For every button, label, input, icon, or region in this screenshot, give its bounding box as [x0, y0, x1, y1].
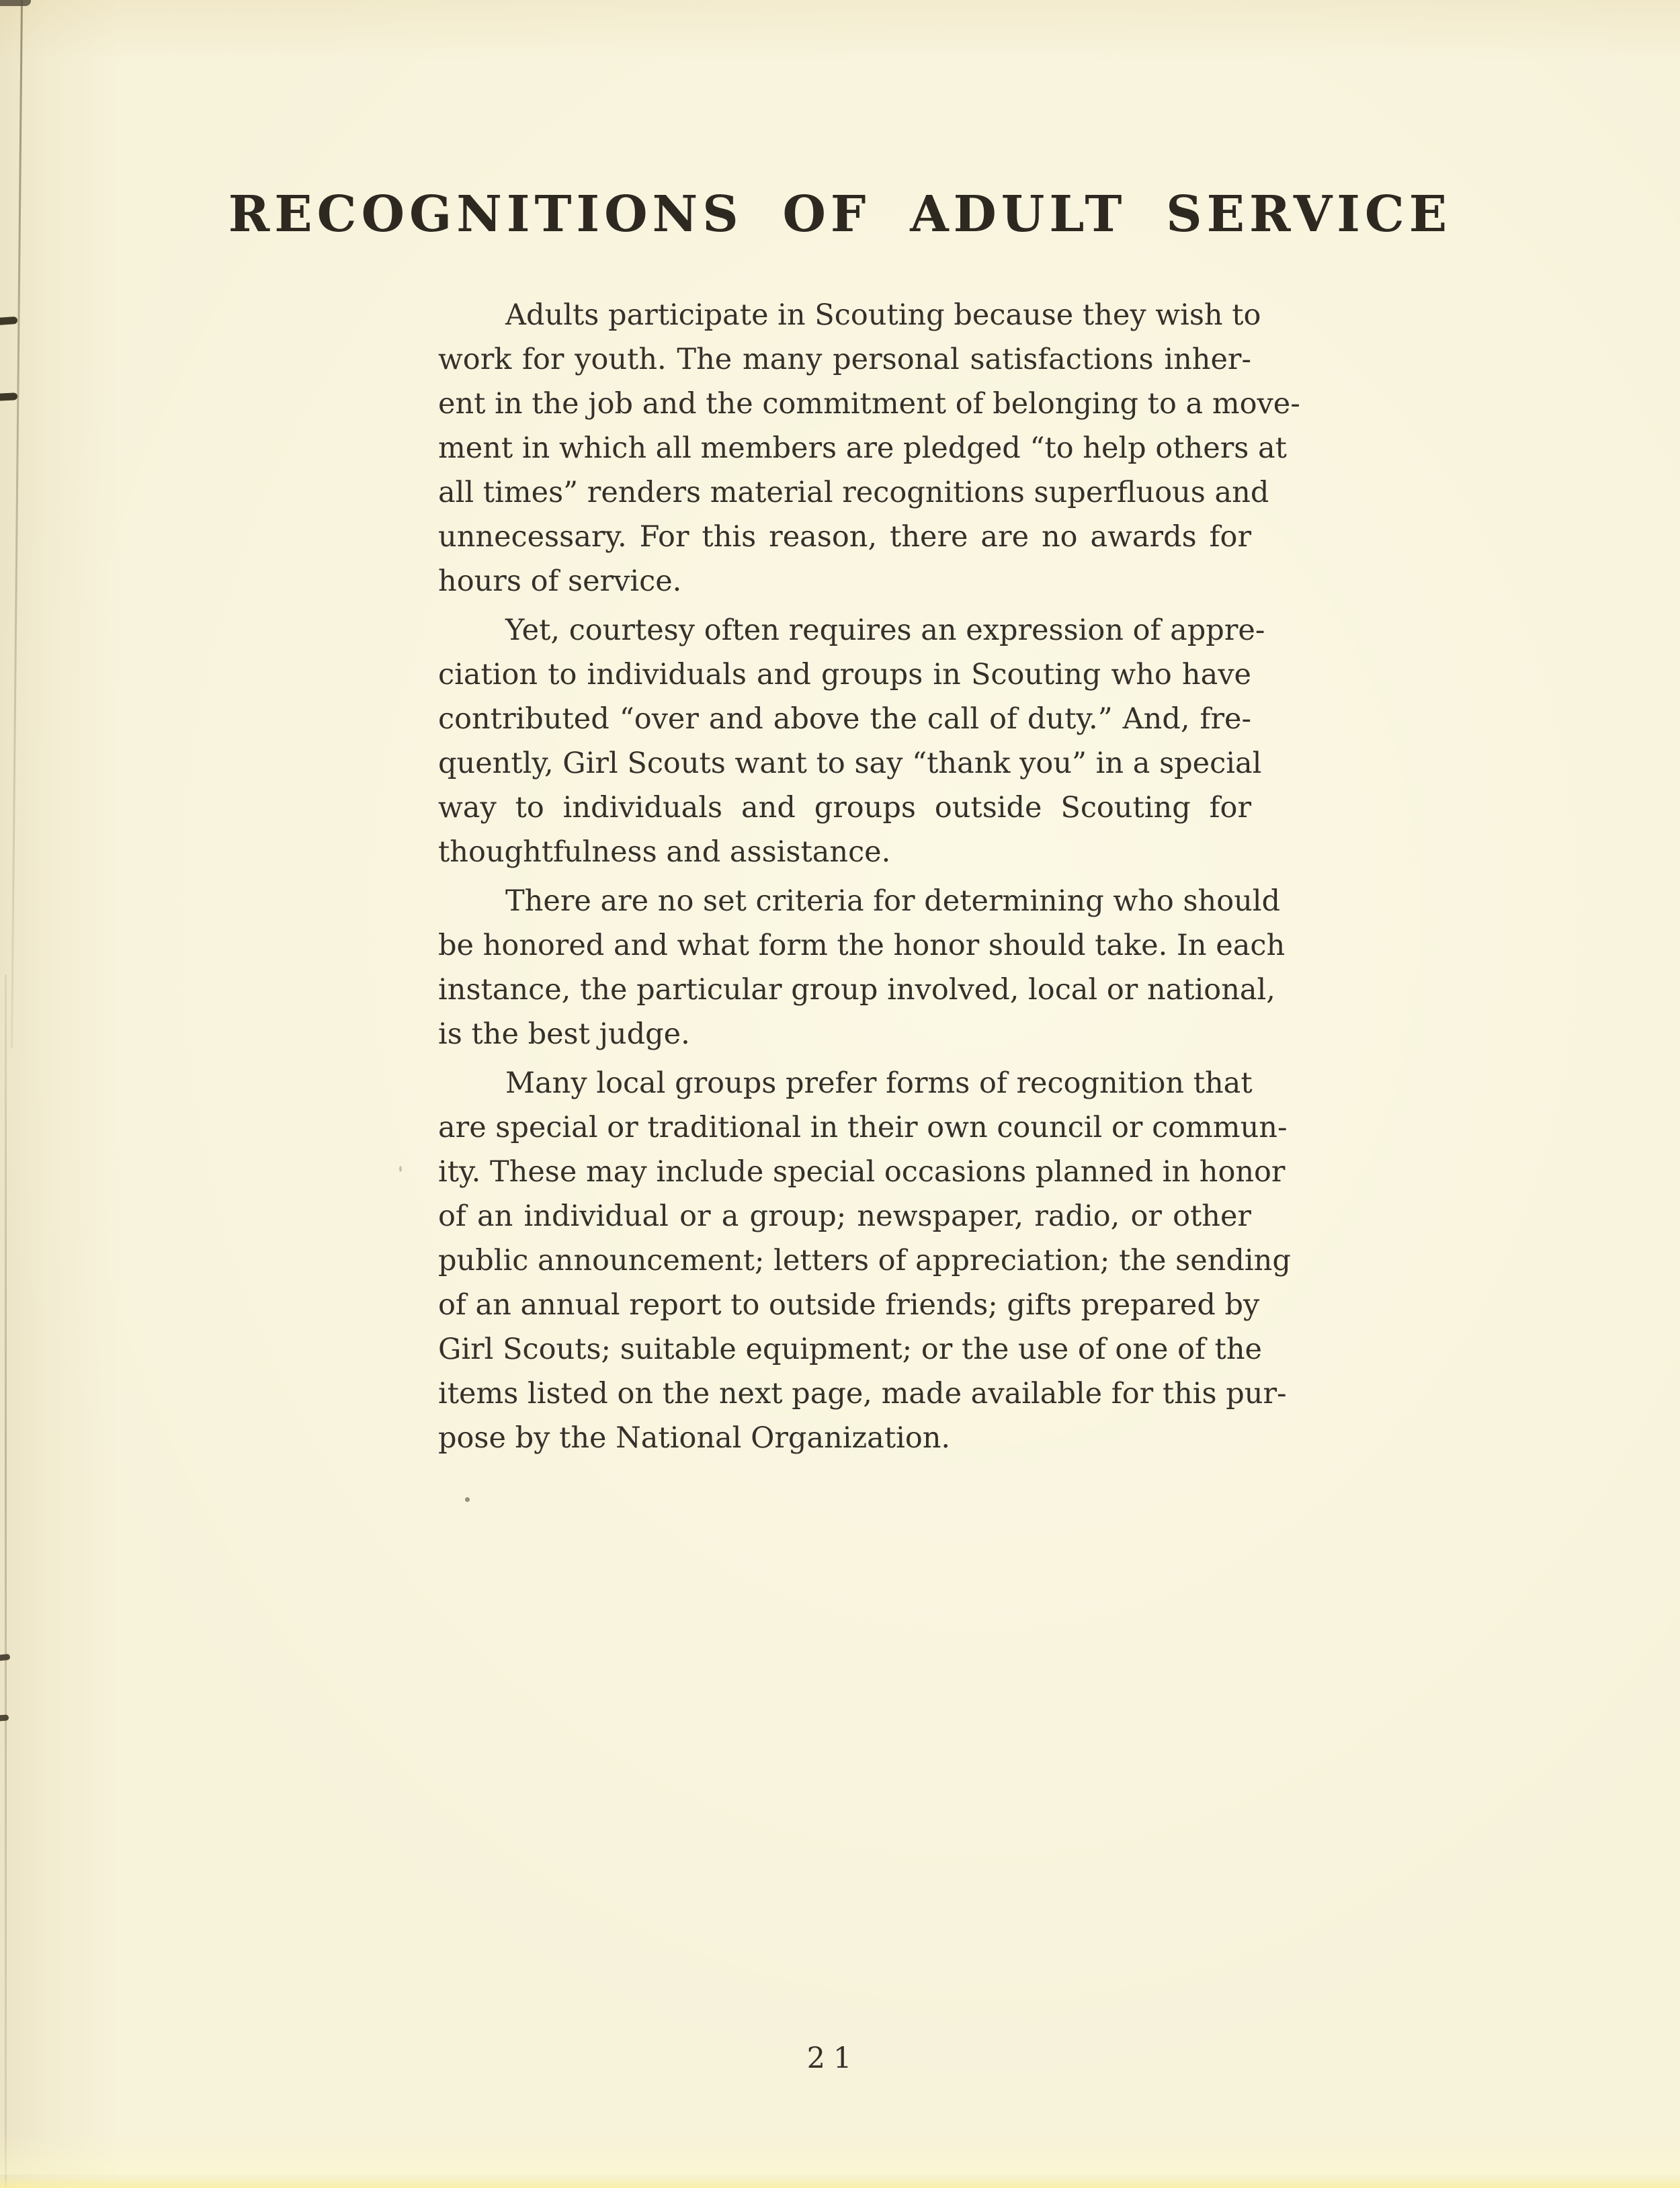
text-line: contributed “over and above the call of duty.” And, fre- — [438, 702, 1251, 736]
text-line: instance, the particular group involved, local or national, — [438, 973, 1275, 1007]
text-line: are special or traditional in their own council or commun- — [438, 1111, 1288, 1144]
text-line: of an individual or a group; newspaper, radio, or other — [438, 1200, 1251, 1233]
text-line: way to individuals and groups outside Scouting for — [438, 791, 1251, 825]
text-line: of an annual report to outside friends; gifts prepared by — [438, 1288, 1260, 1322]
text-line: Girl Scouts; suitable equipment; or the use of one of the — [438, 1333, 1262, 1366]
binding-stitch-mark — [0, 1654, 10, 1661]
text-line: public announcement; letters of appreciation; the sending — [438, 1244, 1291, 1277]
text-line: unnecessary. For this reason, there are no awards for — [438, 520, 1251, 554]
paper-speck — [399, 1166, 402, 1172]
page-edge-glow — [0, 2134, 1680, 2175]
binding-stitch-mark — [0, 1714, 9, 1721]
paper-speck — [465, 1497, 470, 1502]
text-line: thoughtfulness and assistance. — [438, 835, 891, 869]
text-line: hours of service. — [438, 564, 682, 598]
text-line: ent in the job and the commitment of belonging to a move- — [438, 387, 1300, 421]
paragraph — [438, 1061, 1291, 1460]
page-gutter-line-lower — [5, 974, 7, 2188]
text-line: ment in which all members are pledged “to help others at — [438, 431, 1287, 465]
text-line: is the best judge. — [438, 1017, 690, 1051]
text-line: Many local groups prefer forms of recognition that — [505, 1066, 1253, 1100]
text-line: be honored and what form the honor should take. In each — [438, 929, 1286, 962]
text-line: There are no set criteria for determining who should — [505, 884, 1281, 918]
text-line: quently, Girl Scouts want to say “thank you” in a special — [438, 747, 1262, 780]
text-line: ity. These may include special occasions planned in honor — [438, 1155, 1286, 1189]
page-title: RECOGNITIONS OF ADULT SERVICE — [228, 185, 1452, 243]
body-text — [438, 293, 1300, 1460]
text-line: pose by the National Organization. — [438, 1421, 951, 1455]
page-bottom-edge — [0, 2173, 1680, 2188]
paragraph — [438, 879, 1286, 1056]
text-line: Adults participate in Scouting because they wish to — [505, 298, 1261, 332]
paragraph — [438, 608, 1265, 874]
text-line: items listed on the next page, made available for this pur- — [438, 1377, 1287, 1411]
text-line: all times” renders material recognitions superfluous and — [438, 476, 1269, 509]
scan-corner-mark — [0, 0, 31, 6]
binding-stitch-mark — [0, 392, 17, 401]
page-gutter-line — [11, 0, 23, 1048]
paragraph — [438, 293, 1300, 603]
text-line: ciation to individuals and groups in Scouting who have — [438, 658, 1251, 691]
page-number: 21 — [806, 2042, 860, 2075]
binding-stitch-mark — [0, 317, 17, 325]
text-line: work for youth. The many personal satisfactions inher- — [438, 343, 1251, 376]
text-line: Yet, courtesy often requires an expression of appre- — [505, 614, 1265, 647]
